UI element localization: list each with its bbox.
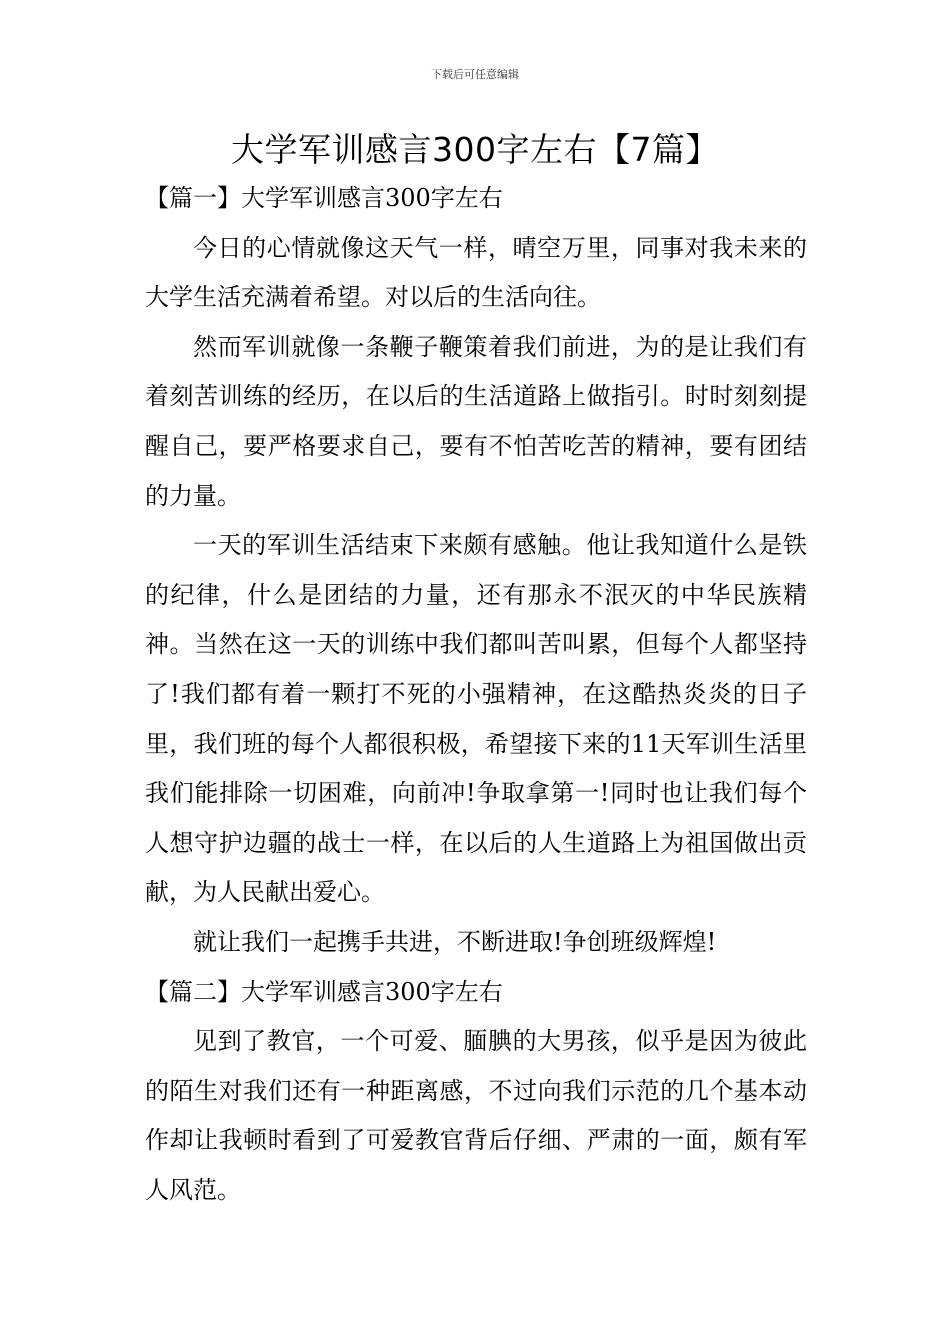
paragraph: 今日的心情就像这天气一样，晴空万里，同事对我未来的大学生活充满着希望。对以后的生活向往。	[145, 233, 807, 312]
page-title: 大学军训感言300字左右【7篇】	[231, 130, 719, 169]
section-heading-1: 【篇一】大学军训感言300字左右	[145, 184, 503, 212]
document-body	[145, 174, 807, 1215]
paragraph: 一天的军训生活结束下来颇有感触。他让我知道什么是铁的纪律，什么是团结的力量，还有那永不泯灭的中华民族精神。当然在这一天的训练中我们都叫苦叫累，但每个人都坚持了!我们都有着一颗打不死的小强精神，在这酷热炎炎的日子里，我们班的每个人都很积极，希望接下来的11天军训生活里我们能排除一切困难，向前冲!争取拿第一!同时也让我们每个人想守护边疆的战士一样，在以后的人生道路上为祖国做出贡献，为人民献出爱心。	[145, 531, 807, 907]
header-note: 下载后可任意编辑	[431, 68, 519, 81]
section-heading-2: 【篇二】大学军训感言300字左右	[145, 977, 503, 1006]
paragraph: 然而军训就像一条鞭子鞭策着我们前进，为的是让我们有着刻苦训练的经历，在以后的生活道路上做指引。时时刻刻提醒自己，要严格要求自己，要有不怕苦吃苦的精神，要有团结的力量。	[145, 332, 807, 510]
paragraph: 就让我们一起携手共进，不断进取!争创班级辉煌!	[193, 927, 717, 956]
paragraph: 见到了教官，一个可爱、腼腆的大男孩，似乎是因为彼此的陌生对我们还有一种距离感，不过向我们示范的几个基本动作却让我顿时看到了可爱教官背后仔细、严肃的一面，颇有军人风范。	[145, 1027, 807, 1204]
